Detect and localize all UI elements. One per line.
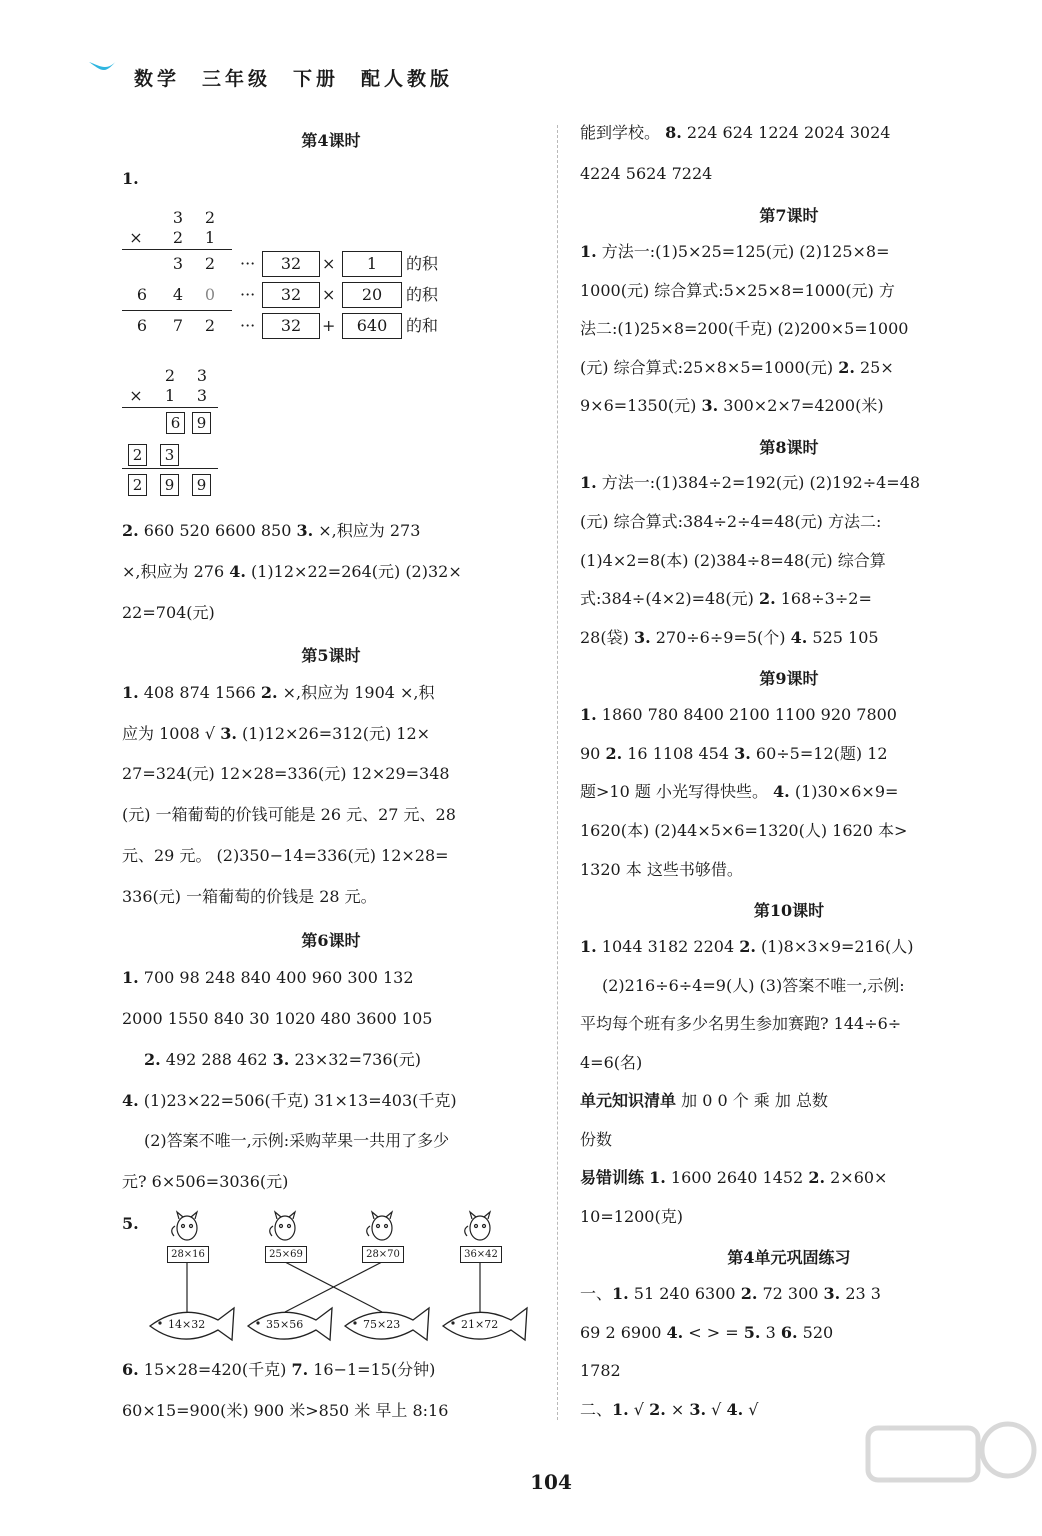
caption: 的和: [406, 316, 439, 335]
answer-line: 1. 408 874 1566 2. ×,积应为 1904 ×,积: [122, 683, 435, 702]
digit: 3: [196, 366, 208, 385]
rule-line: [122, 407, 218, 408]
fish-expression: 21×72: [461, 1318, 499, 1331]
caption: 的积: [406, 254, 439, 273]
operator: ×: [322, 254, 336, 273]
answer-line: 27=324(元) 12×28=336(元) 12×29=348: [122, 764, 450, 783]
answer-line: 题>10 题 小光写得快些。 4. (1)30×6×9=: [580, 782, 899, 801]
operator: +: [322, 316, 336, 335]
digit: 2: [204, 208, 216, 227]
digit: 3: [172, 208, 184, 227]
answer-line: 1. 700 98 248 840 400 960 300 132: [122, 968, 414, 987]
answer-line: (元) 综合算式:384÷2÷4=48(元) 方法二:: [580, 512, 882, 531]
question-label: 5.: [122, 1214, 139, 1233]
rule-line: [122, 468, 218, 469]
answer-line: 69 2 6900 4. < > = 5. 3 6. 520: [580, 1323, 834, 1342]
digit: 3: [172, 254, 184, 273]
digit: 2: [172, 228, 184, 247]
page-header: [134, 64, 475, 91]
digit: 0: [204, 285, 216, 304]
header-edition: 配人教版: [361, 68, 454, 90]
digit-box: 9: [160, 474, 179, 496]
digit: 7: [172, 316, 184, 335]
section-title-lesson8: 第8课时: [759, 438, 819, 457]
digit-box: 2: [128, 444, 147, 466]
expression-box: 25×69: [265, 1246, 307, 1263]
answer-line: 336(元) 一箱葡萄的价钱是 28 元。: [122, 887, 377, 906]
expression-box: 28×16: [167, 1246, 209, 1263]
answer-line: 1000(元) 综合算式:5×25×8=1000(元) 方: [580, 281, 895, 300]
digit: 2: [164, 366, 176, 385]
header-volume: 下册: [293, 68, 340, 90]
dots: ···: [240, 285, 256, 304]
answer-line: 份数: [580, 1130, 613, 1149]
answer-line: (2)答案不唯一,示例:采购苹果一共用了多少: [144, 1131, 450, 1150]
answer-line: 1320 本 这些书够借。: [580, 860, 743, 879]
header-grade: 三年级: [202, 68, 272, 90]
digit-box: 6: [166, 412, 185, 434]
error-training: 易错训练 1. 1600 2640 1452 2. 2×60×: [580, 1168, 888, 1187]
section-title-unit4: 第4单元巩固练习: [727, 1248, 851, 1267]
digit: 4: [172, 285, 184, 304]
page-number: 104: [530, 1470, 572, 1494]
answer-line: 9×6=1350(元) 3. 300×2×7=4200(米): [580, 396, 884, 415]
header-subject: 数学: [134, 68, 181, 90]
answer-line: 4. (1)23×22=506(千克) 31×13=403(千克): [122, 1091, 457, 1110]
digit-box: 3: [160, 444, 179, 466]
digit-box: 2: [128, 474, 147, 496]
caption: 的积: [406, 285, 439, 304]
column-divider: [557, 125, 558, 1420]
answer-line: 一、1. 51 240 6300 2. 72 300 3. 23 3: [580, 1284, 881, 1303]
digit-box: 9: [192, 474, 211, 496]
answer-line: 10=1200(克): [580, 1207, 683, 1226]
knowledge-list: 单元知识清单 加 0 0 个 乘 加 总数: [580, 1091, 828, 1110]
dots: ···: [240, 316, 256, 335]
fish-expression: 35×56: [266, 1318, 304, 1331]
answer-line: 28(袋) 3. 270÷6÷9=5(个) 4. 525 105: [580, 628, 879, 647]
answer-line: 二、1. √ 2. × 3. √ 4. √: [580, 1400, 759, 1419]
answer-line: (1)4×2=8(本) (2)384÷8=48(元) 综合算: [580, 551, 886, 570]
operator: ×: [322, 285, 336, 304]
answer-line: ×,积应为 276 4. (1)12×22=264(元) (2)32×: [122, 562, 462, 581]
section-title-lesson6: 第6课时: [301, 931, 361, 950]
answer-line: (2)216÷6÷4=9(人) (3)答案不唯一,示例:: [602, 976, 905, 995]
dots: ···: [240, 254, 256, 273]
answer-line: (元) 综合算式:25×8×5=1000(元) 2. 25×: [580, 358, 894, 377]
section-title-lesson7: 第7课时: [759, 206, 819, 225]
answer-line: 60×15=900(米) 900 米>850 米 早上 8:16: [122, 1401, 449, 1420]
answer-line: 4224 5624 7224: [580, 164, 713, 183]
answer-box: 32: [262, 313, 320, 339]
answer-line: 元? 6×506=3036(元): [122, 1172, 289, 1191]
digit: 1: [164, 386, 176, 405]
digit: 2: [204, 316, 216, 335]
digit: 1: [204, 228, 216, 247]
digit-box: 9: [192, 412, 211, 434]
answer-line: 6. 15×28=420(千克) 7. 16−1=15(分钟): [122, 1360, 436, 1379]
answer-line: 平均每个班有多少名男生参加赛跑? 144÷6÷: [580, 1014, 902, 1033]
answer-line: 式:384÷(4×2)=48(元) 2. 168÷3÷2=: [580, 589, 872, 608]
answer-line: 2000 1550 840 30 1020 480 3600 105: [122, 1009, 433, 1028]
answer-line: 1. 1044 3182 2204 2. (1)8×3×9=216(人): [580, 937, 914, 956]
digit: 3: [196, 386, 208, 405]
answer-line: 应为 1008 √ 3. (1)12×26=312(元) 12×: [122, 724, 431, 743]
answer-line: 90 2. 16 1108 454 3. 60÷5=12(题) 12: [580, 744, 888, 763]
answer-line: 1. 方法一:(1)5×25=125(元) (2)125×8=: [580, 242, 890, 261]
rule-line: [122, 310, 232, 311]
answer-box: 1: [342, 251, 402, 277]
section-title-lesson9: 第9课时: [759, 669, 819, 688]
answer-box: 32: [262, 251, 320, 277]
answer-line: 2. 660 520 6600 850 3. ×,积应为 273: [122, 521, 421, 540]
section-title-lesson4: 第4课时: [301, 131, 361, 150]
answer-line: 元、29 元。 (2)350−14=336(元) 12×28=: [122, 846, 449, 865]
matching-diagram: [142, 1204, 542, 1364]
answer-line: 1782: [580, 1361, 621, 1380]
answer-line: 1. 方法一:(1)384÷2=192(元) (2)192÷4=48: [580, 473, 921, 492]
times-sign: ×: [129, 386, 143, 405]
answer-box: 20: [342, 282, 402, 308]
answer-line: 1620(本) (2)44×5×6=1320(人) 1620 本>: [580, 821, 908, 840]
rule-line: [122, 249, 232, 250]
bird-logo-icon: [88, 58, 118, 76]
section-title-lesson5: 第5课时: [301, 646, 361, 665]
answer-line: 22=704(元): [122, 603, 215, 622]
answer-line: 2. 492 288 462 3. 23×32=736(元): [144, 1050, 422, 1069]
answer-box: 640: [342, 313, 402, 339]
section-title-lesson10: 第10课时: [753, 901, 825, 920]
answer-line: (元) 一箱葡萄的价钱可能是 26 元、27 元、28: [122, 805, 456, 824]
digit: 2: [204, 254, 216, 273]
fish-expression: 14×32: [168, 1318, 206, 1331]
times-sign: ×: [129, 228, 143, 247]
answer-line: 1. 1860 780 8400 2100 1100 920 7800: [580, 705, 897, 724]
answer-line: 能到学校。 8. 224 624 1224 2024 3024: [580, 123, 891, 142]
answer-box: 32: [262, 282, 320, 308]
expression-box: 28×70: [362, 1246, 404, 1263]
expression-box: 36×42: [460, 1246, 502, 1263]
digit: 6: [136, 316, 148, 335]
digit: 6: [136, 285, 148, 304]
question-label: 1.: [122, 169, 139, 188]
answer-line: 法二:(1)25×8=200(千克) (2)200×5=1000: [580, 319, 909, 338]
fish-expression: 75×23: [363, 1318, 401, 1331]
answer-line: 4=6(名): [580, 1053, 643, 1072]
watermark-logo: [858, 1420, 1038, 1532]
